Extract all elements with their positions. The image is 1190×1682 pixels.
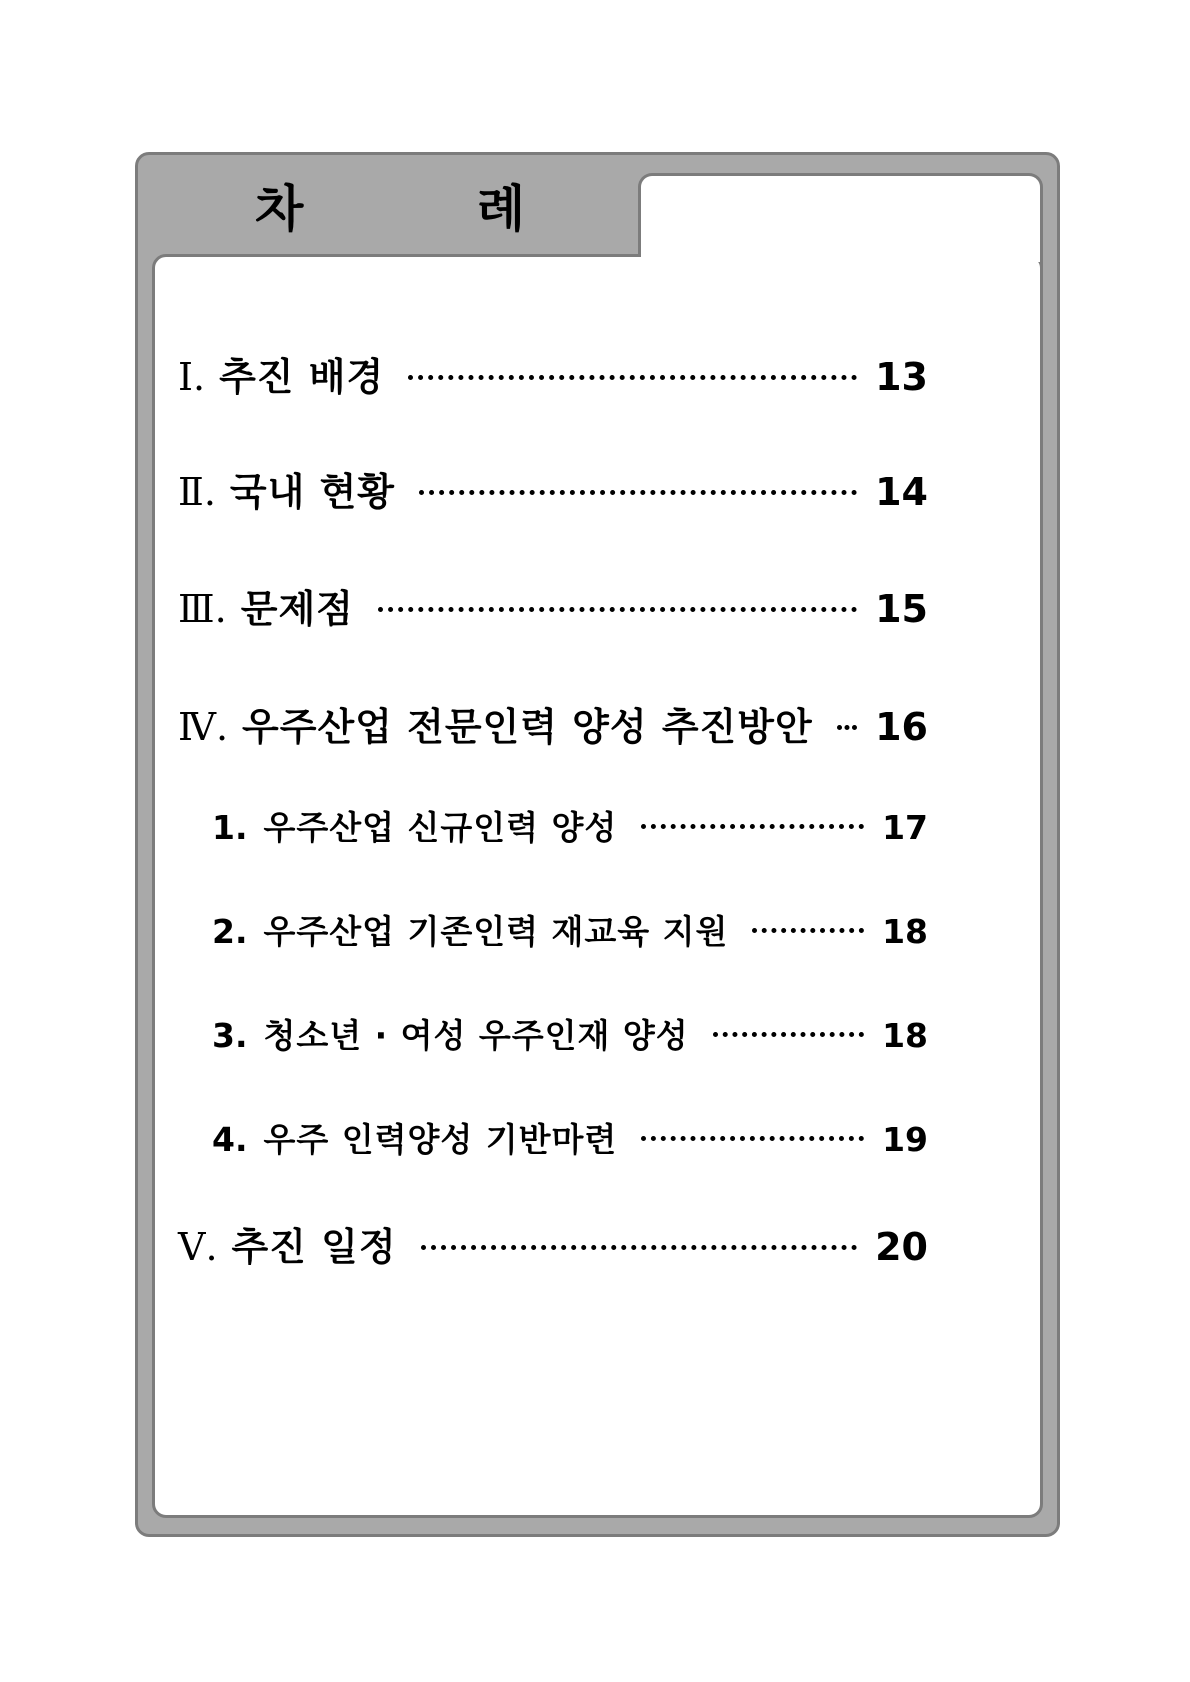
toc-subentry-1[interactable] <box>212 802 928 849</box>
dot-leader <box>837 725 857 730</box>
entry-page: 19 <box>882 1120 928 1159</box>
dot-leader <box>713 1032 864 1037</box>
toc-subentry-2[interactable] <box>212 906 928 953</box>
toc-subentry-3[interactable] <box>212 1010 928 1057</box>
entry-label: 우주산업 기존인력 재교육 지원 <box>263 912 729 951</box>
dot-leader <box>419 490 857 495</box>
entry-page: 18 <box>882 1016 928 1055</box>
entry-page: 17 <box>882 808 928 847</box>
entry-label: 우주 인력양성 기반마련 <box>263 1120 618 1159</box>
entry-number: 1. <box>212 808 248 847</box>
entry-label: 추진 일정 <box>231 1225 397 1269</box>
entry-label: 우주산업 신규인력 양성 <box>263 808 618 847</box>
entry-page: 15 <box>875 587 928 631</box>
entry-label: 문제점 <box>240 587 354 631</box>
entry-label: 우주산업 전문인력 양성 추진방안 <box>242 705 813 749</box>
page-title: 차 례 <box>255 180 604 238</box>
dot-leader <box>641 824 864 829</box>
dot-leader <box>421 1245 858 1250</box>
dot-leader <box>752 928 864 933</box>
entry-label: 추진 배경 <box>219 355 385 399</box>
entry-number: Ⅱ. <box>178 470 216 514</box>
entry-page: 14 <box>875 470 928 514</box>
entry-number: Ⅳ. <box>178 705 229 749</box>
toc-entry-1[interactable] <box>178 346 928 401</box>
dot-leader <box>378 607 857 612</box>
toc-subentry-4[interactable] <box>212 1114 928 1161</box>
entry-page: 20 <box>875 1225 928 1269</box>
entry-number: 4. <box>212 1120 248 1159</box>
entry-page: 18 <box>882 912 928 951</box>
entry-page: 13 <box>875 355 928 399</box>
entry-number: 3. <box>212 1016 248 1055</box>
toc-entry-4[interactable] <box>178 696 928 751</box>
dot-leader <box>641 1136 864 1141</box>
toc-entry-5[interactable] <box>178 1216 928 1271</box>
dot-leader <box>408 375 857 380</box>
toc-entry-3[interactable] <box>178 578 928 633</box>
toc-entry-2[interactable] <box>178 461 928 516</box>
entry-number: Ⅴ. <box>178 1225 218 1269</box>
entry-label: 청소년 · 여성 우주인재 양성 <box>263 1016 689 1055</box>
entry-number: Ⅲ. <box>178 587 227 631</box>
entry-number: Ⅰ. <box>178 355 206 399</box>
entry-page: 16 <box>875 705 928 749</box>
entry-label: 국내 현황 <box>229 470 395 514</box>
entry-number: 2. <box>212 912 248 951</box>
